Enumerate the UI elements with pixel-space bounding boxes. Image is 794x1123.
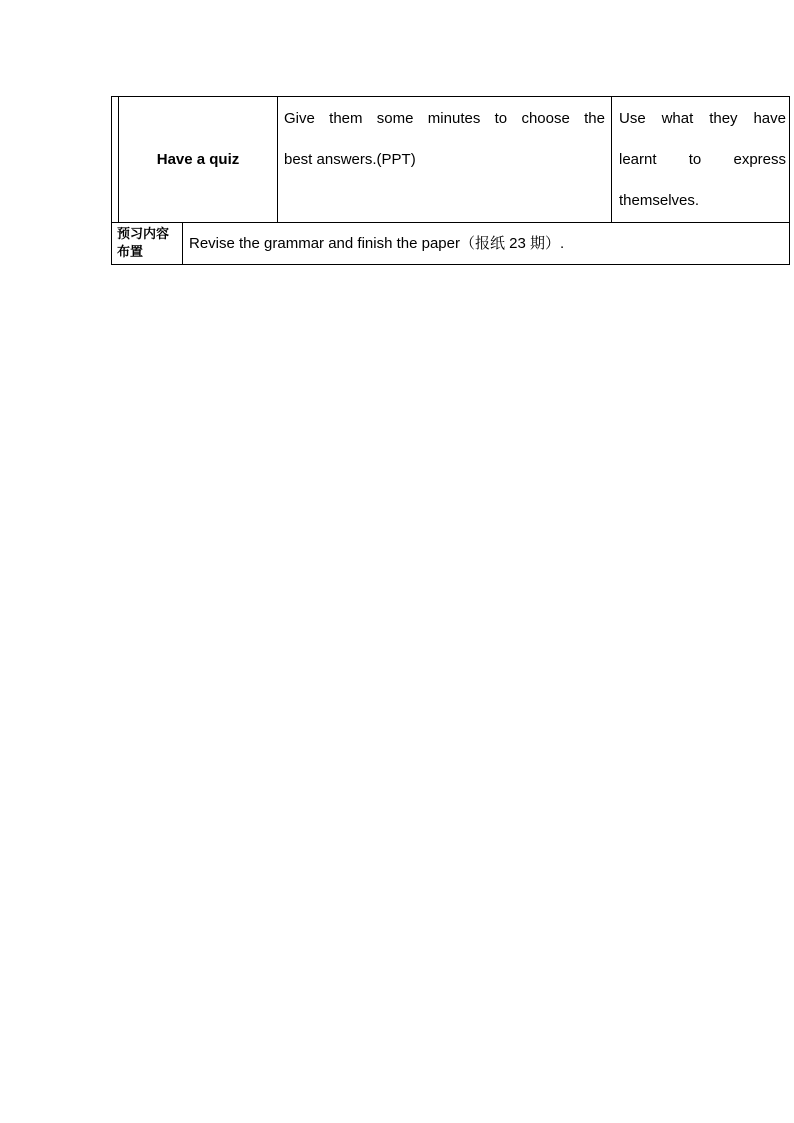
student-activity-line-2: learnt to express: [619, 151, 786, 168]
preview-label-line-2: 布置: [117, 244, 144, 259]
preview-column-divider: [182, 222, 183, 265]
student-activity-line-3: themselves.: [619, 192, 700, 209]
preview-label-line-1: 预习内容: [117, 226, 170, 241]
activity-row: [111, 96, 790, 222]
table-border-left: [111, 96, 112, 222]
preview-label: [117, 225, 179, 261]
table-border-right: [789, 96, 790, 222]
preview-content: Revise the grammar and finish the paper（报纸 23 期）.: [189, 235, 565, 252]
student-activity-line-1: Use what they have: [619, 110, 786, 127]
preview-border-left: [111, 222, 112, 265]
preview-row: [111, 222, 790, 265]
column-divider-2: [611, 96, 612, 222]
student-activity: [619, 98, 786, 221]
teacher-activity-line-2: best answers.(PPT): [284, 151, 416, 168]
teacher-activity: [284, 98, 605, 180]
column-divider-1: [277, 96, 278, 222]
teacher-activity-line-1: Give them some minutes to choose the: [284, 110, 605, 127]
preview-border-right: [789, 222, 790, 265]
activity-name: Have a quiz: [156, 150, 240, 168]
